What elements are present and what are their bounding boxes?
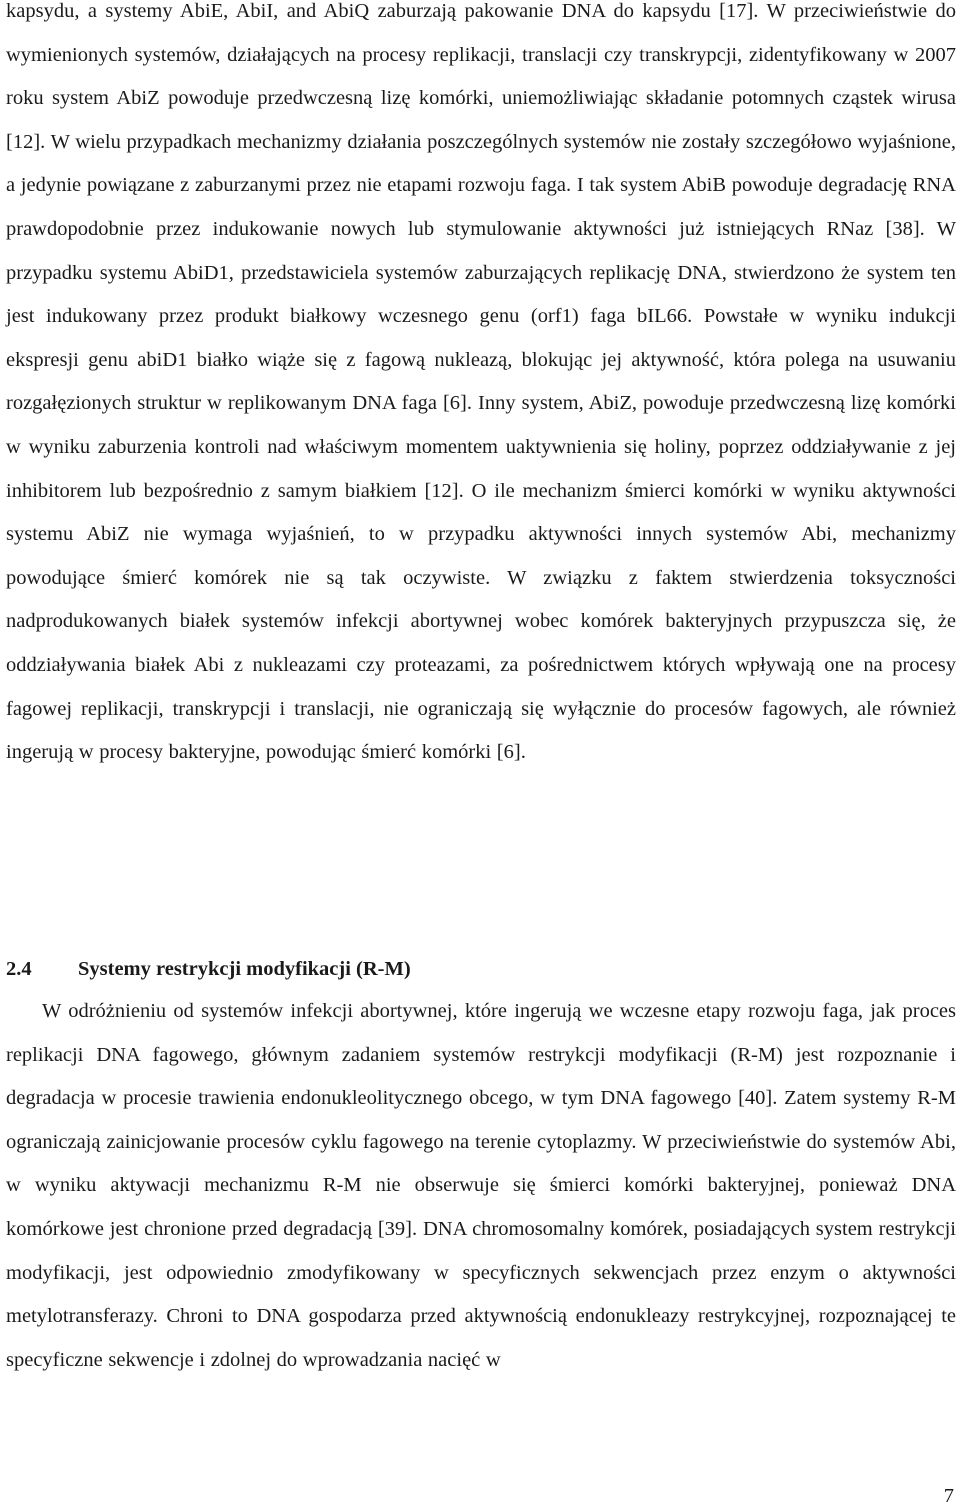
body-paragraph-abi-systems: kapsydu, a systemy AbiE, AbiI, and AbiQ zaburzają pakowanie DNA do kapsydu [17]. W przeciwieństwie do wymienionych systemów, działających na procesy replikacji, translacji czy transkrypcji, zidentyfikowany w 2007 roku system AbiZ powoduje przedwczesną lizę komórki, uniemożliwiając składanie potomnych cząstek wirusa [12]. W wielu przypadkach mechanizmy działania poszczególnych systemów nie zostały szczegółowo wyjaśnione, a jedynie powiązane z zaburzanymi przez nie etapami rozwoju faga. I tak system AbiB powoduje degradację RNA prawdopodobnie przez indukowanie nowych lub stymulowanie aktywności już istniejących RNaz [38]. W przypadku systemu AbiD1, przedstawiciela systemów zaburzających replikację DNA, stwierdzono że system ten jest indukowany przez produkt białkowy wczesnego genu (orf1) faga bIL66. Powstałe w wyniku indukcji ekspresji genu abiD1 białko wiąże się z fagową nukleazą, blokując jej aktywność, która polega na usuwaniu rozgałęzionych struktur w replikowanym DNA faga [6]. Inny system, AbiZ, powoduje przedwczesną lizę komórki w wyniku zaburzenia kontroli nad właściwym momentem uaktywnienia się holiny, poprzez oddziaływanie z jej inhibitorem lub bezpośrednio z samym białkiem [12]. O ile mechanizm śmierci komórki w wyniku aktywności systemu AbiZ nie wymaga wyjaśnień, to w przypadku aktywności innych systemów Abi, mechanizmy powodujące śmierć komórek nie są tak oczywiste. W związku z faktem stwierdzenia toksyczności nadprodukowanych białek systemów infekcji abortywnej wobec komórek bakteryjnych przypuszcza się, że oddziaływania białek Abi z nukleazami czy proteazami, za pośrednictwem których wpływają one na procesy fagowej replikacji, transkrypcji i translacji, nie ograniczają się wyłącznie do procesów fagowych, ale również ingerują w procesy bakteryjne, powodując śmierć komórki [6].	[6, 0, 956, 764]
body-paragraph-restriction-modification: W odróżnieniu od systemów infekcji abortywnej, które ingerują we wczesne etapy rozwoju faga, jak proces replikacji DNA fagowego, głównym zadaniem systemów restrykcji modyfikacji (R-M) jest rozpoznanie i degradacja w procesie trawienia endonukleolitycznego obcego, w tym DNA fagowego [40]. Zatem systemy R-M ograniczają zainicjowanie procesów cyklu fagowego na terenie cytoplazmy. W przeciwieństwie do systemów Abi, w wyniku aktywacji mechanizmu R-M nie obserwuje się śmierci komórki bakteryjnej, ponieważ DNA komórkowe jest chronione przed degradacją [39]. DNA chromosomalny komórek, posiadających system restrykcji modyfikacji, jest odpowiednio zmodyfikowany w specyficznych sekwencjach przez enzym o aktywności metylotransferazy. Chroni to DNA gospodarza przed aktywnością endonukleazy restrykcyjnej, rozpoznającej te specyficzne sekwencje i zdolnej do wprowadzania nacięć w	[6, 1000, 956, 1371]
section-number: 2.4	[6, 958, 32, 980]
section-heading	[6, 948, 956, 992]
section-title: Systemy restrykcji modyfikacji (R-M)	[78, 958, 411, 980]
page-number: 7	[943, 1485, 954, 1507]
